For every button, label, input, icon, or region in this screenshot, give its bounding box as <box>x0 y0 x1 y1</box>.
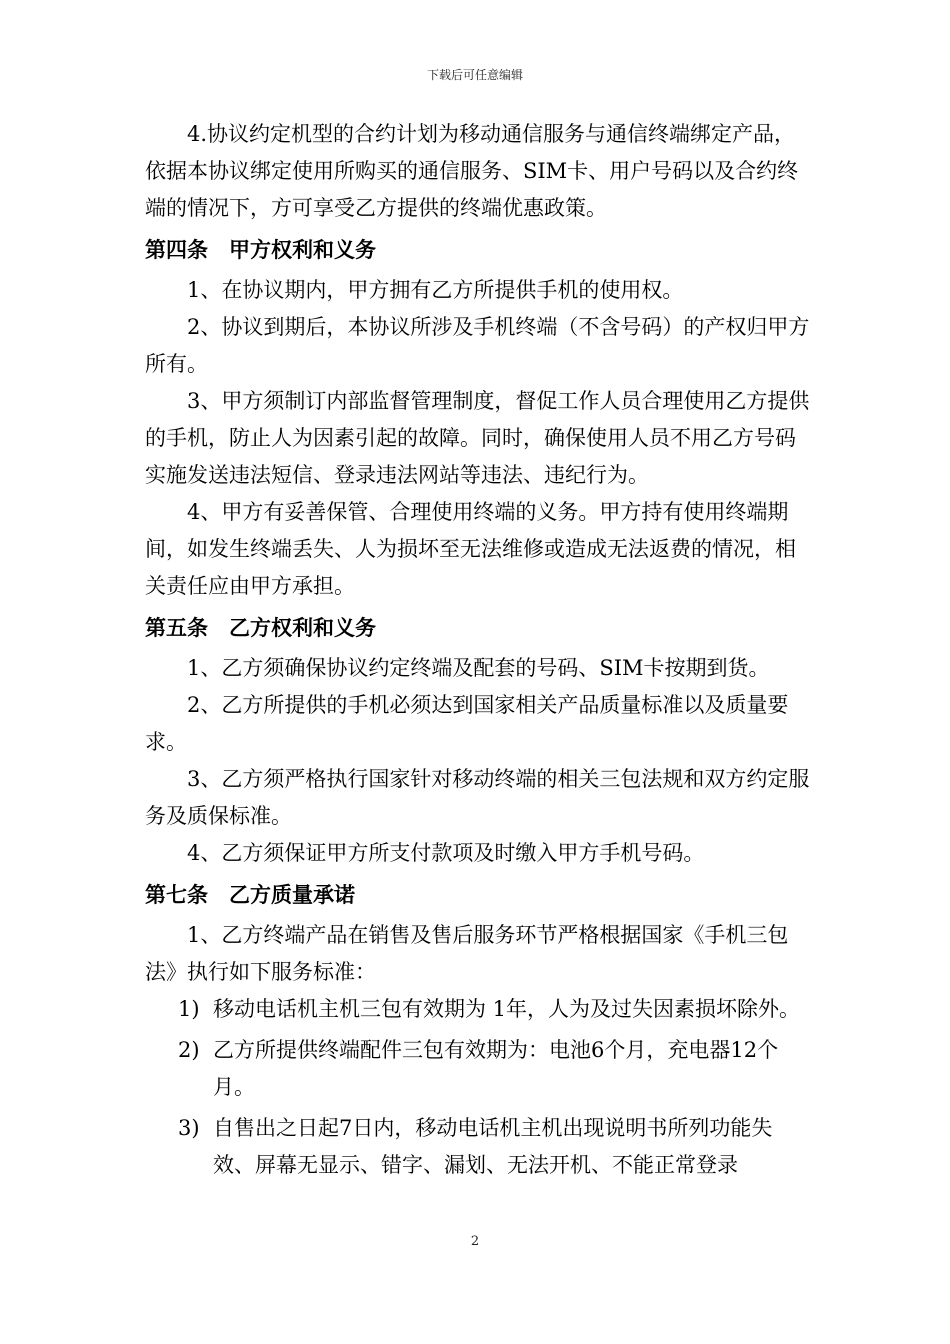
clause: 3、甲方须制订内部监督管理制度，督促工作人员合理使用乙方提供的手机，防止人为因素引起的故障。同时，确保使用人员不用乙方号码实施发送违法短信、登录违法网站等违法、违纪行为。 <box>145 389 810 487</box>
section-title: 甲方权利和义务 <box>229 237 376 262</box>
document-body <box>145 116 810 1188</box>
clause: 1、在协议期内，甲方拥有乙方所提供手机的使用权。 <box>187 278 684 302</box>
clause: 4、甲方有妥善保管、合理使用终端的义务。甲方持有使用终端期间，如发生终端丢失、人为损坏至无法维修或造成无法返费的情况，相关责任应由甲方承担。 <box>145 500 796 598</box>
paragraph: 4.协议约定机型的合约计划为移动通信服务与通信终端绑定产品，依据本协议绑定使用所购买的通信服务、SIM卡、用户号码以及合约终端的情况下，方可享受乙方提供的终端优惠政策。 <box>145 122 799 220</box>
clause: 2、协议到期后，本协议所涉及手机终端（不含号码）的产权归甲方所有。 <box>145 315 810 376</box>
list-item-text: 自售出之日起7日内，移动电话机主机出现说明书所列功能失效、屏幕无显示、错字、漏划、无法开机、不能正常登录 <box>213 1116 773 1177</box>
section-number: 第七条 <box>145 882 208 907</box>
list-item-number: 3) <box>178 1116 200 1140</box>
list-item <box>145 991 810 1028</box>
list-item-text: 移动电话机主机三包有效期为 1年，人为及过失因素损坏除外。 <box>213 997 801 1021</box>
section-heading <box>145 609 810 646</box>
clause: 4、乙方须保证甲方所支付款项及时缴入甲方手机号码。 <box>187 841 705 865</box>
list-item-number: 2) <box>178 1038 200 1062</box>
section-title: 乙方权利和义务 <box>229 615 376 640</box>
list-item-number: 1) <box>178 997 200 1021</box>
clause: 3、乙方须严格执行国家针对移动终端的相关三包法规和双方约定服务及质保标准。 <box>145 767 810 828</box>
section-heading <box>145 231 810 268</box>
clause: 1、乙方终端产品在销售及售后服务环节严格根据国家《手机三包法》执行如下服务标准： <box>145 923 789 984</box>
list-item <box>145 1110 810 1184</box>
section-number: 第五条 <box>145 615 208 640</box>
clause: 2、乙方所提供的手机必须达到国家相关产品质量标准以及质量要求。 <box>145 693 789 754</box>
list-item <box>145 1032 810 1106</box>
sub-list <box>145 991 810 1184</box>
clause: 1、乙方须确保协议约定终端及配套的号码、SIM卡按期到货。 <box>187 656 770 680</box>
page-number: 2 <box>470 1234 480 1249</box>
list-item-text: 乙方所提供终端配件三包有效期为：电池6个月，充电器12个月。 <box>213 1038 779 1099</box>
page-header: 下载后可任意编辑 <box>426 68 523 82</box>
section-heading <box>145 876 810 913</box>
section-number: 第四条 <box>145 237 208 262</box>
section-title: 乙方质量承诺 <box>229 882 355 907</box>
